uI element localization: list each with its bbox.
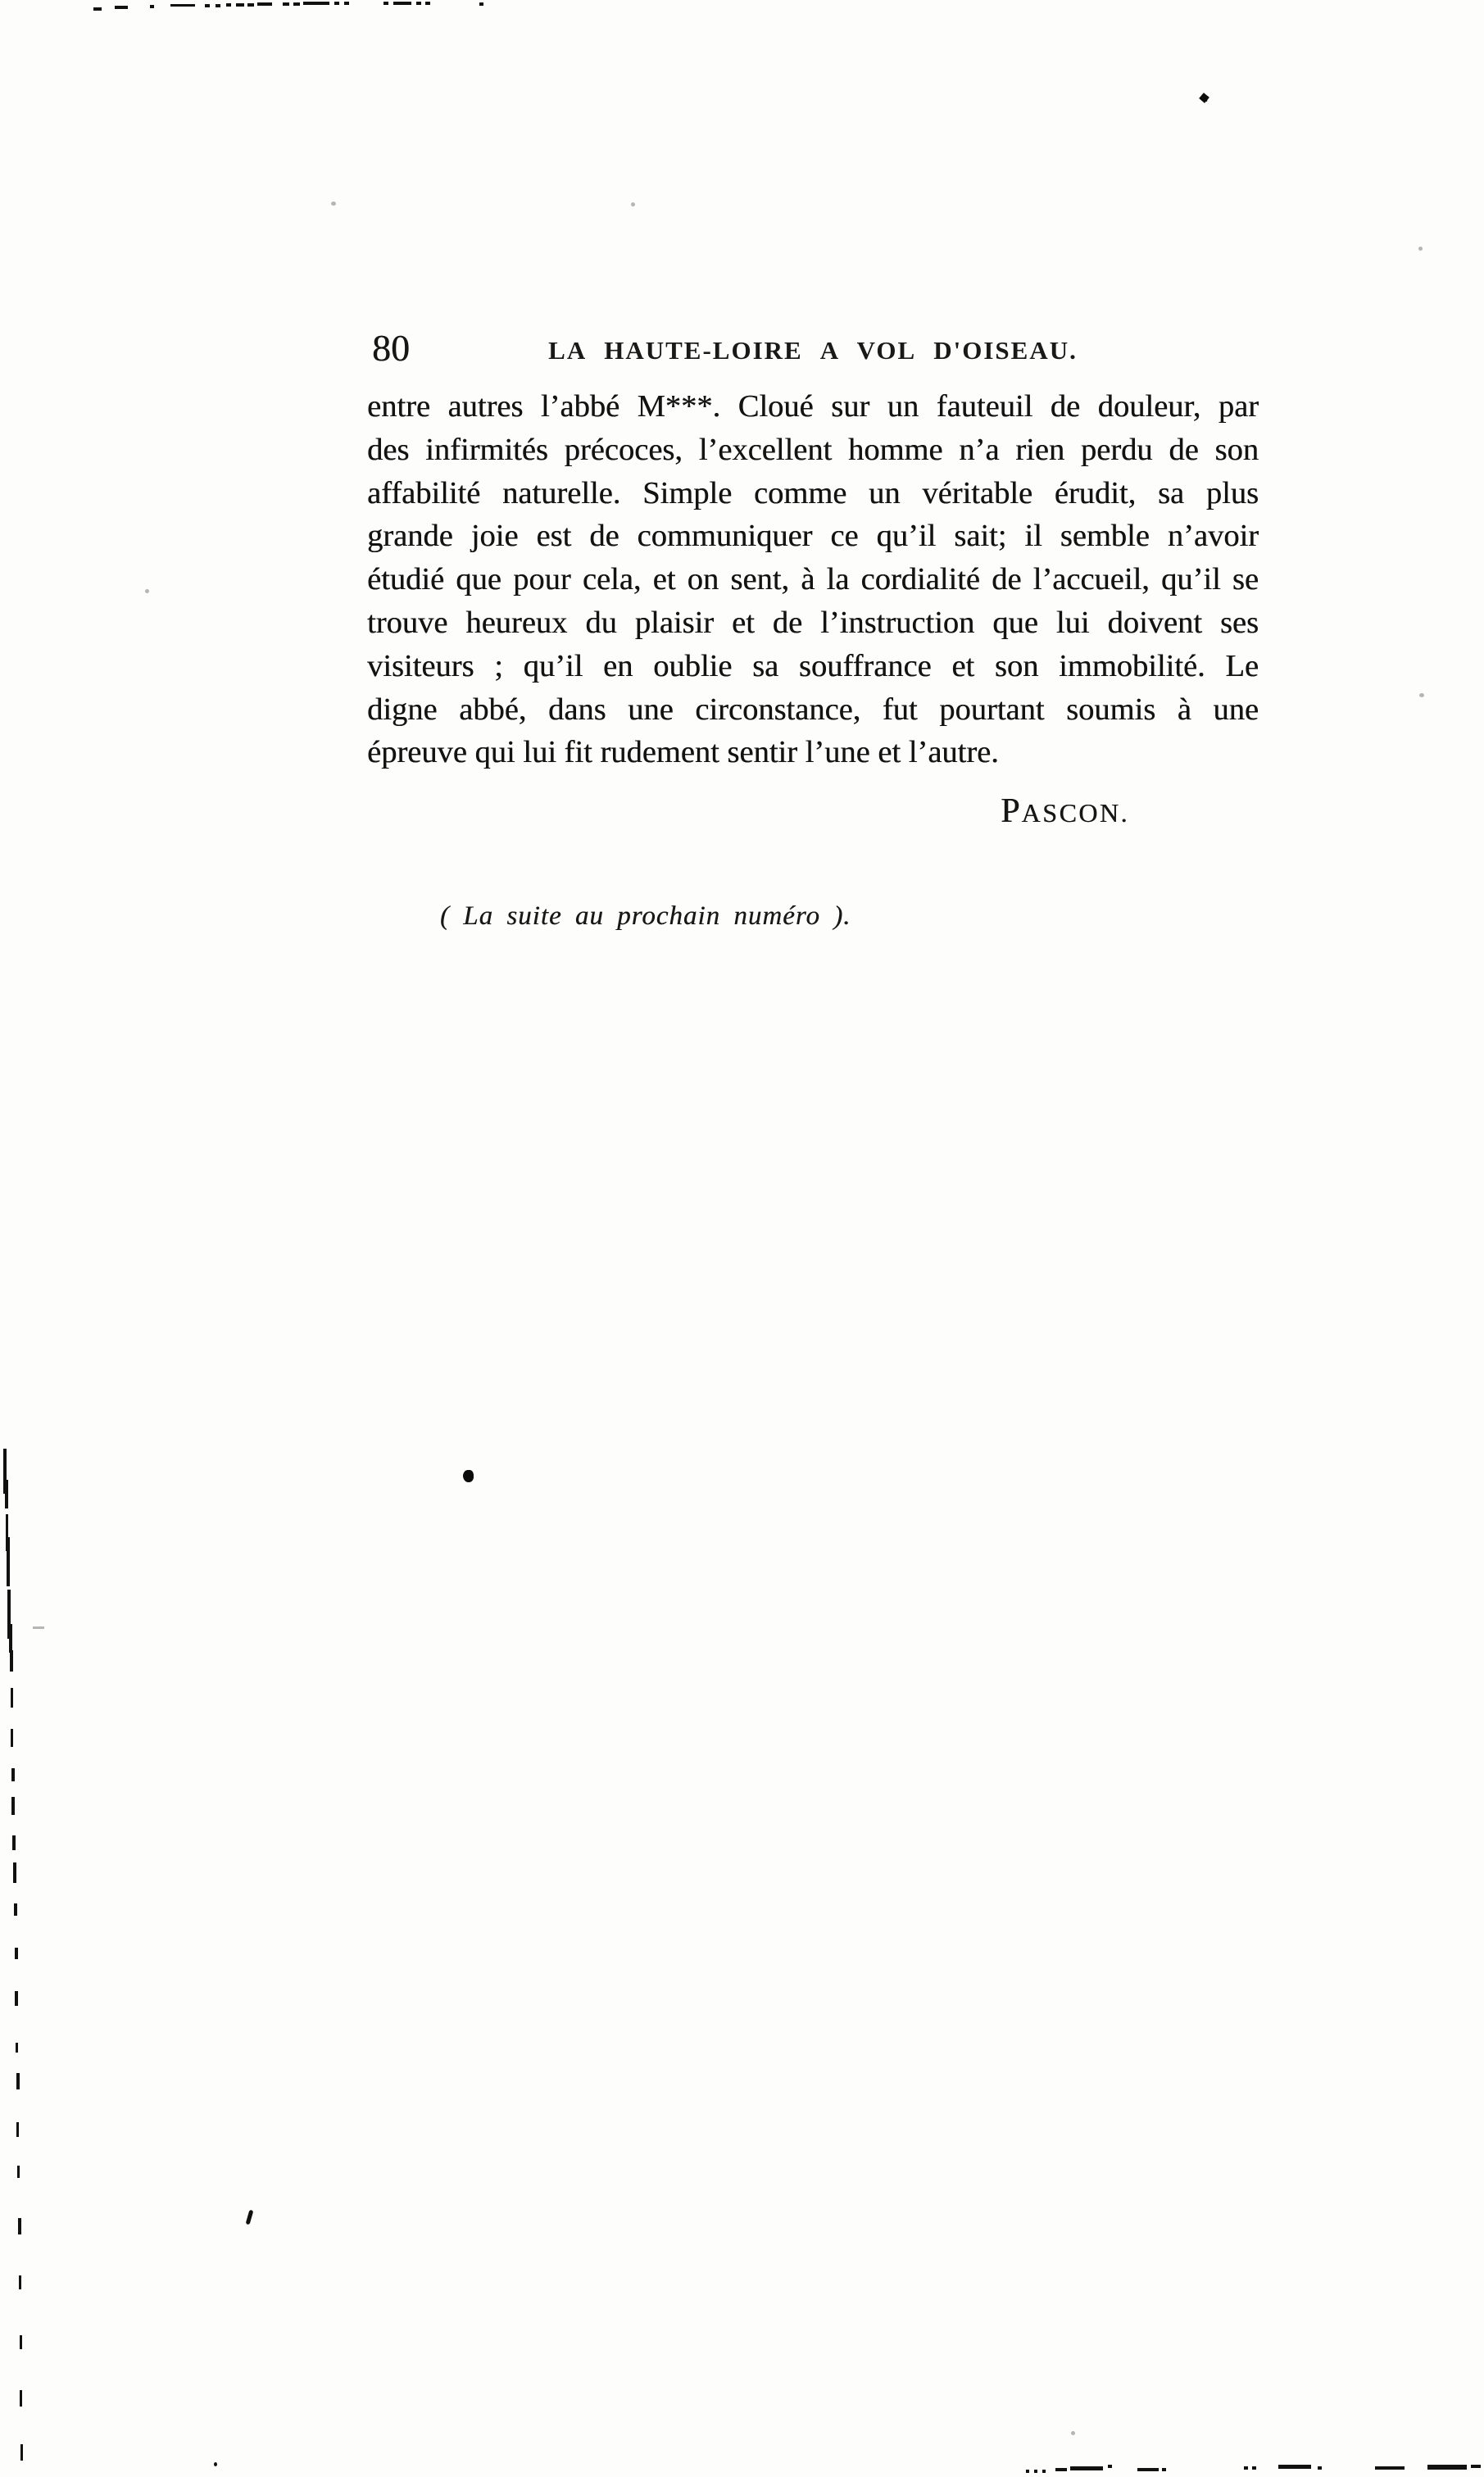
signature-initial: P — [1001, 792, 1022, 830]
continuation-note: ( La suite au prochain numéro ). — [440, 901, 851, 931]
text-line: trouve heureux du plaisir et de l’instruction que lui doivent ses — [367, 605, 1259, 640]
author-signature — [367, 792, 1259, 831]
page-header — [367, 328, 1259, 372]
ink-speck — [1200, 93, 1209, 103]
signature-rest: ASCON. — [1021, 798, 1129, 828]
running-title: LA HAUTE-LOIRE A VOL D'OISEAU. — [548, 336, 1078, 365]
text-line: visiteurs ; qu’il en oublie sa souffrance et son immobilité. Le — [367, 648, 1259, 683]
ink-speck — [463, 1470, 474, 1482]
text-line: épreuve qui lui fit rudement sentir l’une et l’autre. — [367, 735, 999, 770]
text-line: grande joie est de communiquer ce qu’il sait; il semble n’avoir — [367, 519, 1259, 554]
text-line: des infirmités précoces, l’excellent homme n’a rien perdu de son — [367, 432, 1259, 467]
ink-speck — [246, 2210, 254, 2225]
body-paragraph — [367, 385, 1259, 774]
text-line: entre autres l’abbé M***. Cloué sur un fauteuil de douleur, par — [367, 389, 1259, 424]
page-number: 80 — [372, 327, 410, 369]
text-line: affabilité naturelle. Simple comme un véritable érudit, sa plus — [367, 475, 1259, 510]
text-line: digne abbé, dans une circonstance, fut pourtant soumis à une — [367, 692, 1259, 727]
text-line: étudié que pour cela, et on sent, à la cordialité de l’accueil, qu’il se — [367, 562, 1259, 597]
